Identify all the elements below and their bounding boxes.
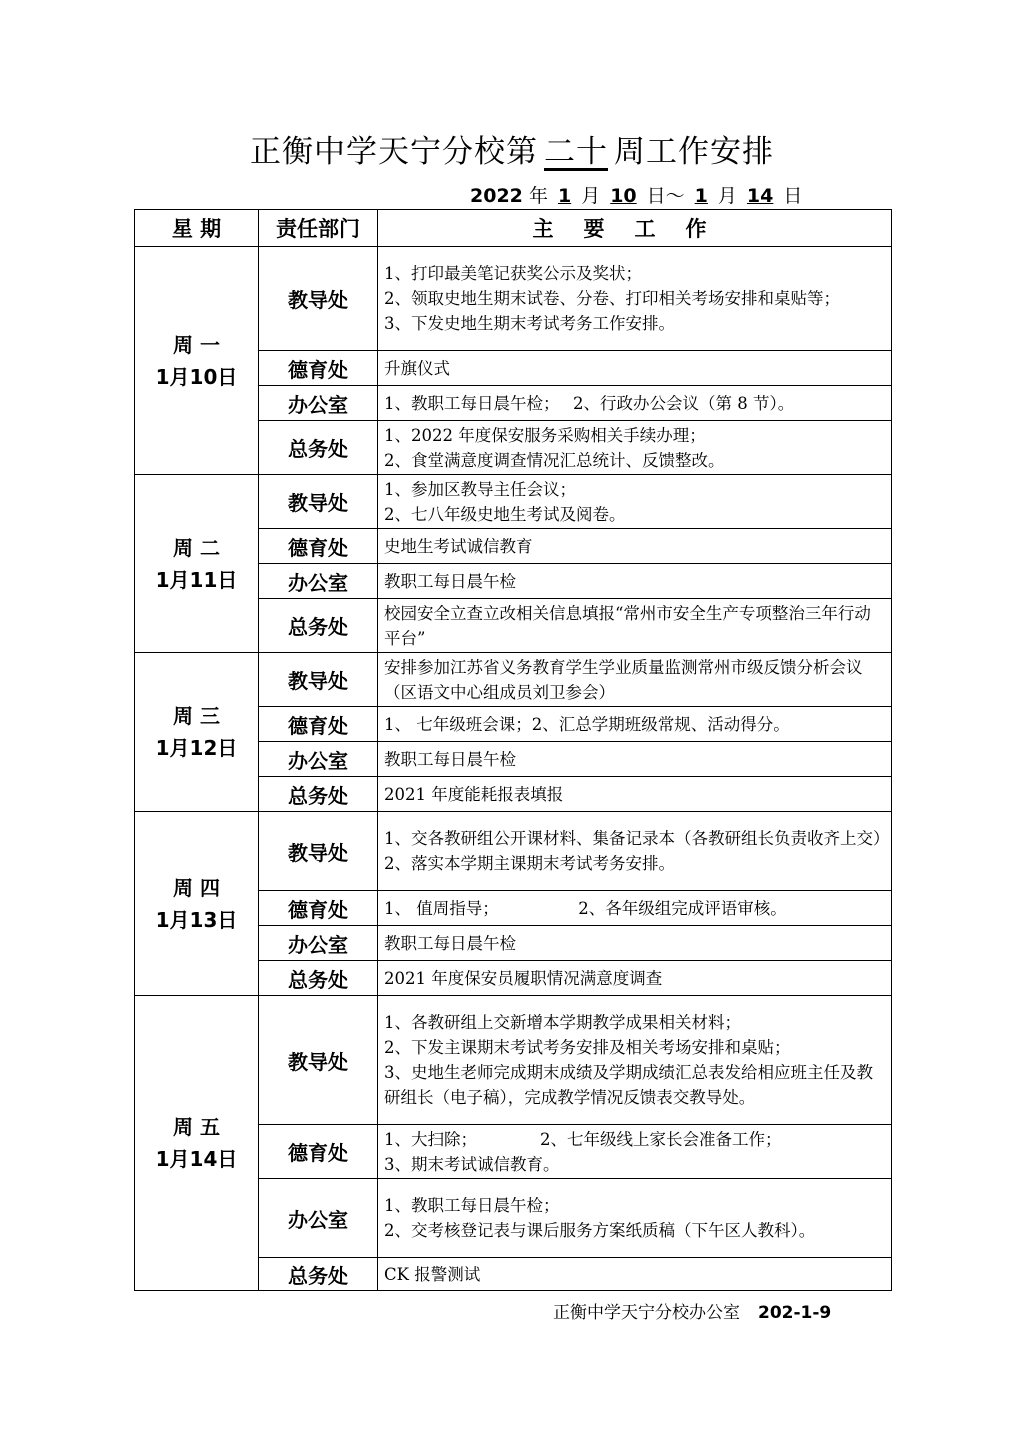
day-cell xyxy=(135,653,259,812)
weekday-label: 周 三 xyxy=(173,704,220,728)
header-day: 星 期 xyxy=(135,210,259,247)
dept-cell: 总务处 xyxy=(259,421,378,475)
work-line: 1、交各教研组公开课材料、集备记录本（各教研组长负责收齐上交） xyxy=(384,829,890,848)
work-line: 安排参加江苏省义务教育学生学业质量监测常州市级反馈分析会议（区语文中心组成员刘卫参会） xyxy=(384,657,863,702)
work-cell xyxy=(378,812,892,891)
dept-cell: 德育处 xyxy=(259,891,378,926)
work-cell xyxy=(378,564,892,599)
header-work: 主要工作 xyxy=(378,210,892,247)
work-line: 1、教职工每日晨午检； 2、行政办公会议（第 8 节）。 xyxy=(384,393,795,413)
date-label: 1月13日 xyxy=(155,907,238,932)
day-cell xyxy=(135,812,259,996)
work-cell xyxy=(378,891,892,926)
date-year-label: 年 xyxy=(528,185,548,207)
work-line: 1、 值周指导； 2、各年级组完成评语审核。 xyxy=(384,898,787,918)
date-range xyxy=(470,181,802,208)
work-cell xyxy=(378,926,892,961)
dept-cell: 德育处 xyxy=(259,529,378,564)
dept-cell: 教导处 xyxy=(259,247,378,351)
work-line: 2、交考核登记表与课后服务方案纸质稿（下午区人教科）。 xyxy=(384,1221,816,1240)
work-cell xyxy=(378,1125,892,1179)
work-line: 3、史地生老师完成期末成绩及学期成绩汇总表发给相应班主任及教研组长（电子稿），完成教学情况反馈表交教导处。 xyxy=(384,1063,873,1107)
date-start-day-label: 日～ xyxy=(646,185,685,207)
dept-cell: 办公室 xyxy=(259,386,378,421)
date-end-month: 1 xyxy=(694,185,708,207)
work-line: 1、参加区教导主任会议； xyxy=(384,479,576,499)
work-line: 1、 七年级班会课；2、汇总学期班级常规、活动得分。 xyxy=(384,714,790,734)
dept-cell: 办公室 xyxy=(259,1179,378,1258)
header-dept: 责任部门 xyxy=(259,210,378,247)
work-line: 1、各教研组上交新增本学期教学成果相关材料； xyxy=(384,1013,741,1032)
work-line: 2021 年度能耗报表填报 xyxy=(384,784,564,804)
work-cell xyxy=(378,351,892,386)
work-line: 2、下发主课期末考试考务安排及相关考场安排和桌贴； xyxy=(384,1038,791,1057)
date-label: 1月11日 xyxy=(155,567,238,592)
date-end-month-label: 月 xyxy=(717,185,737,207)
dept-cell: 德育处 xyxy=(259,1125,378,1179)
table-row xyxy=(135,247,892,351)
title-prefix: 正衡中学天宁分校第 xyxy=(250,134,538,170)
title-suffix: 周工作安排 xyxy=(614,134,774,170)
work-cell xyxy=(378,599,892,653)
work-line: 1、大扫除； 2、七年级线上家长会准备工作； xyxy=(384,1129,782,1149)
dept-cell: 教导处 xyxy=(259,653,378,707)
work-cell xyxy=(378,1179,892,1258)
work-cell xyxy=(378,996,892,1125)
work-line: 升旗仪式 xyxy=(384,358,450,378)
date-year: 2022 xyxy=(470,185,523,207)
work-line: 1、2022 年度保安服务采购相关手续办理； xyxy=(384,425,706,445)
date-start-month: 1 xyxy=(557,185,572,207)
work-cell xyxy=(378,247,892,351)
work-line: 3、下发史地生期末考试考务工作安排。 xyxy=(384,314,675,333)
work-cell xyxy=(378,707,892,742)
work-line: 2、领取史地生期末试卷、分卷、打印相关考场安排和桌贴等； xyxy=(384,289,840,308)
work-line: 教职工每日晨午检 xyxy=(384,933,516,953)
weekday-label: 周 一 xyxy=(173,332,220,357)
work-line: 2、七八年级史地生考试及阅卷。 xyxy=(384,504,626,524)
date-label: 1月10日 xyxy=(155,364,238,389)
work-line: 教职工每日晨午检 xyxy=(384,749,516,769)
dept-cell: 德育处 xyxy=(259,351,378,386)
dept-cell: 总务处 xyxy=(259,1258,378,1291)
weekday-label: 周 二 xyxy=(173,535,220,560)
day-cell xyxy=(135,475,259,653)
footer xyxy=(553,1298,831,1323)
day-cell xyxy=(135,996,259,1291)
work-line: 2、食堂满意度调查情况汇总统计、反馈整改。 xyxy=(384,450,725,470)
work-line: 校园安全立查立改相关信息填报“常州市安全生产专项整治三年行动平台” xyxy=(384,603,871,648)
work-line: 1、打印最美笔记获奖公示及奖状； xyxy=(384,264,642,283)
table-row xyxy=(135,812,892,891)
work-line: 教职工每日晨午检 xyxy=(384,571,516,591)
footer-office: 正衡中学天宁分校办公室 xyxy=(553,1303,740,1323)
work-line: 史地生考试诚信教育 xyxy=(384,536,533,556)
schedule-body xyxy=(135,247,892,1291)
work-cell xyxy=(378,653,892,707)
page-title xyxy=(0,126,1024,171)
dept-cell: 办公室 xyxy=(259,742,378,777)
title-week-number: 二十 xyxy=(544,134,608,170)
work-cell xyxy=(378,386,892,421)
dept-cell: 教导处 xyxy=(259,996,378,1125)
footer-date: 202-1-9 xyxy=(758,1303,832,1323)
dept-cell: 总务处 xyxy=(259,599,378,653)
date-end-day: 14 xyxy=(746,185,774,207)
work-cell xyxy=(378,961,892,996)
schedule-table xyxy=(134,209,892,1291)
work-cell xyxy=(378,421,892,475)
weekday-label: 周 四 xyxy=(173,875,220,900)
day-cell xyxy=(135,247,259,475)
date-start-month-label: 月 xyxy=(581,185,601,207)
dept-cell: 德育处 xyxy=(259,707,378,742)
work-line: CK 报警测试 xyxy=(384,1264,481,1284)
weekday-label: 周 五 xyxy=(173,1115,220,1139)
table-row xyxy=(135,475,892,529)
work-cell xyxy=(378,529,892,564)
work-line: 2021 年度保安员履职情况满意度调查 xyxy=(384,968,663,988)
date-label: 1月14日 xyxy=(155,1147,238,1171)
work-cell xyxy=(378,777,892,812)
dept-cell: 总务处 xyxy=(259,961,378,996)
table-row xyxy=(135,653,892,707)
dept-cell: 办公室 xyxy=(259,564,378,599)
work-cell xyxy=(378,1258,892,1291)
table-header-row xyxy=(135,210,892,247)
table-row xyxy=(135,996,892,1125)
work-cell xyxy=(378,742,892,777)
date-end-day-label: 日 xyxy=(783,185,803,207)
dept-cell: 教导处 xyxy=(259,475,378,529)
dept-cell: 总务处 xyxy=(259,777,378,812)
date-start-day: 10 xyxy=(610,185,637,207)
work-line: 2、落实本学期主课期末考试考务安排。 xyxy=(384,854,675,873)
date-label: 1月12日 xyxy=(155,736,238,760)
dept-cell: 教导处 xyxy=(259,812,378,891)
dept-cell: 办公室 xyxy=(259,926,378,961)
work-cell xyxy=(378,475,892,529)
work-line: 1、教职工每日晨午检； xyxy=(384,1196,560,1215)
work-line: 3、期末考试诚信教育。 xyxy=(384,1154,560,1174)
